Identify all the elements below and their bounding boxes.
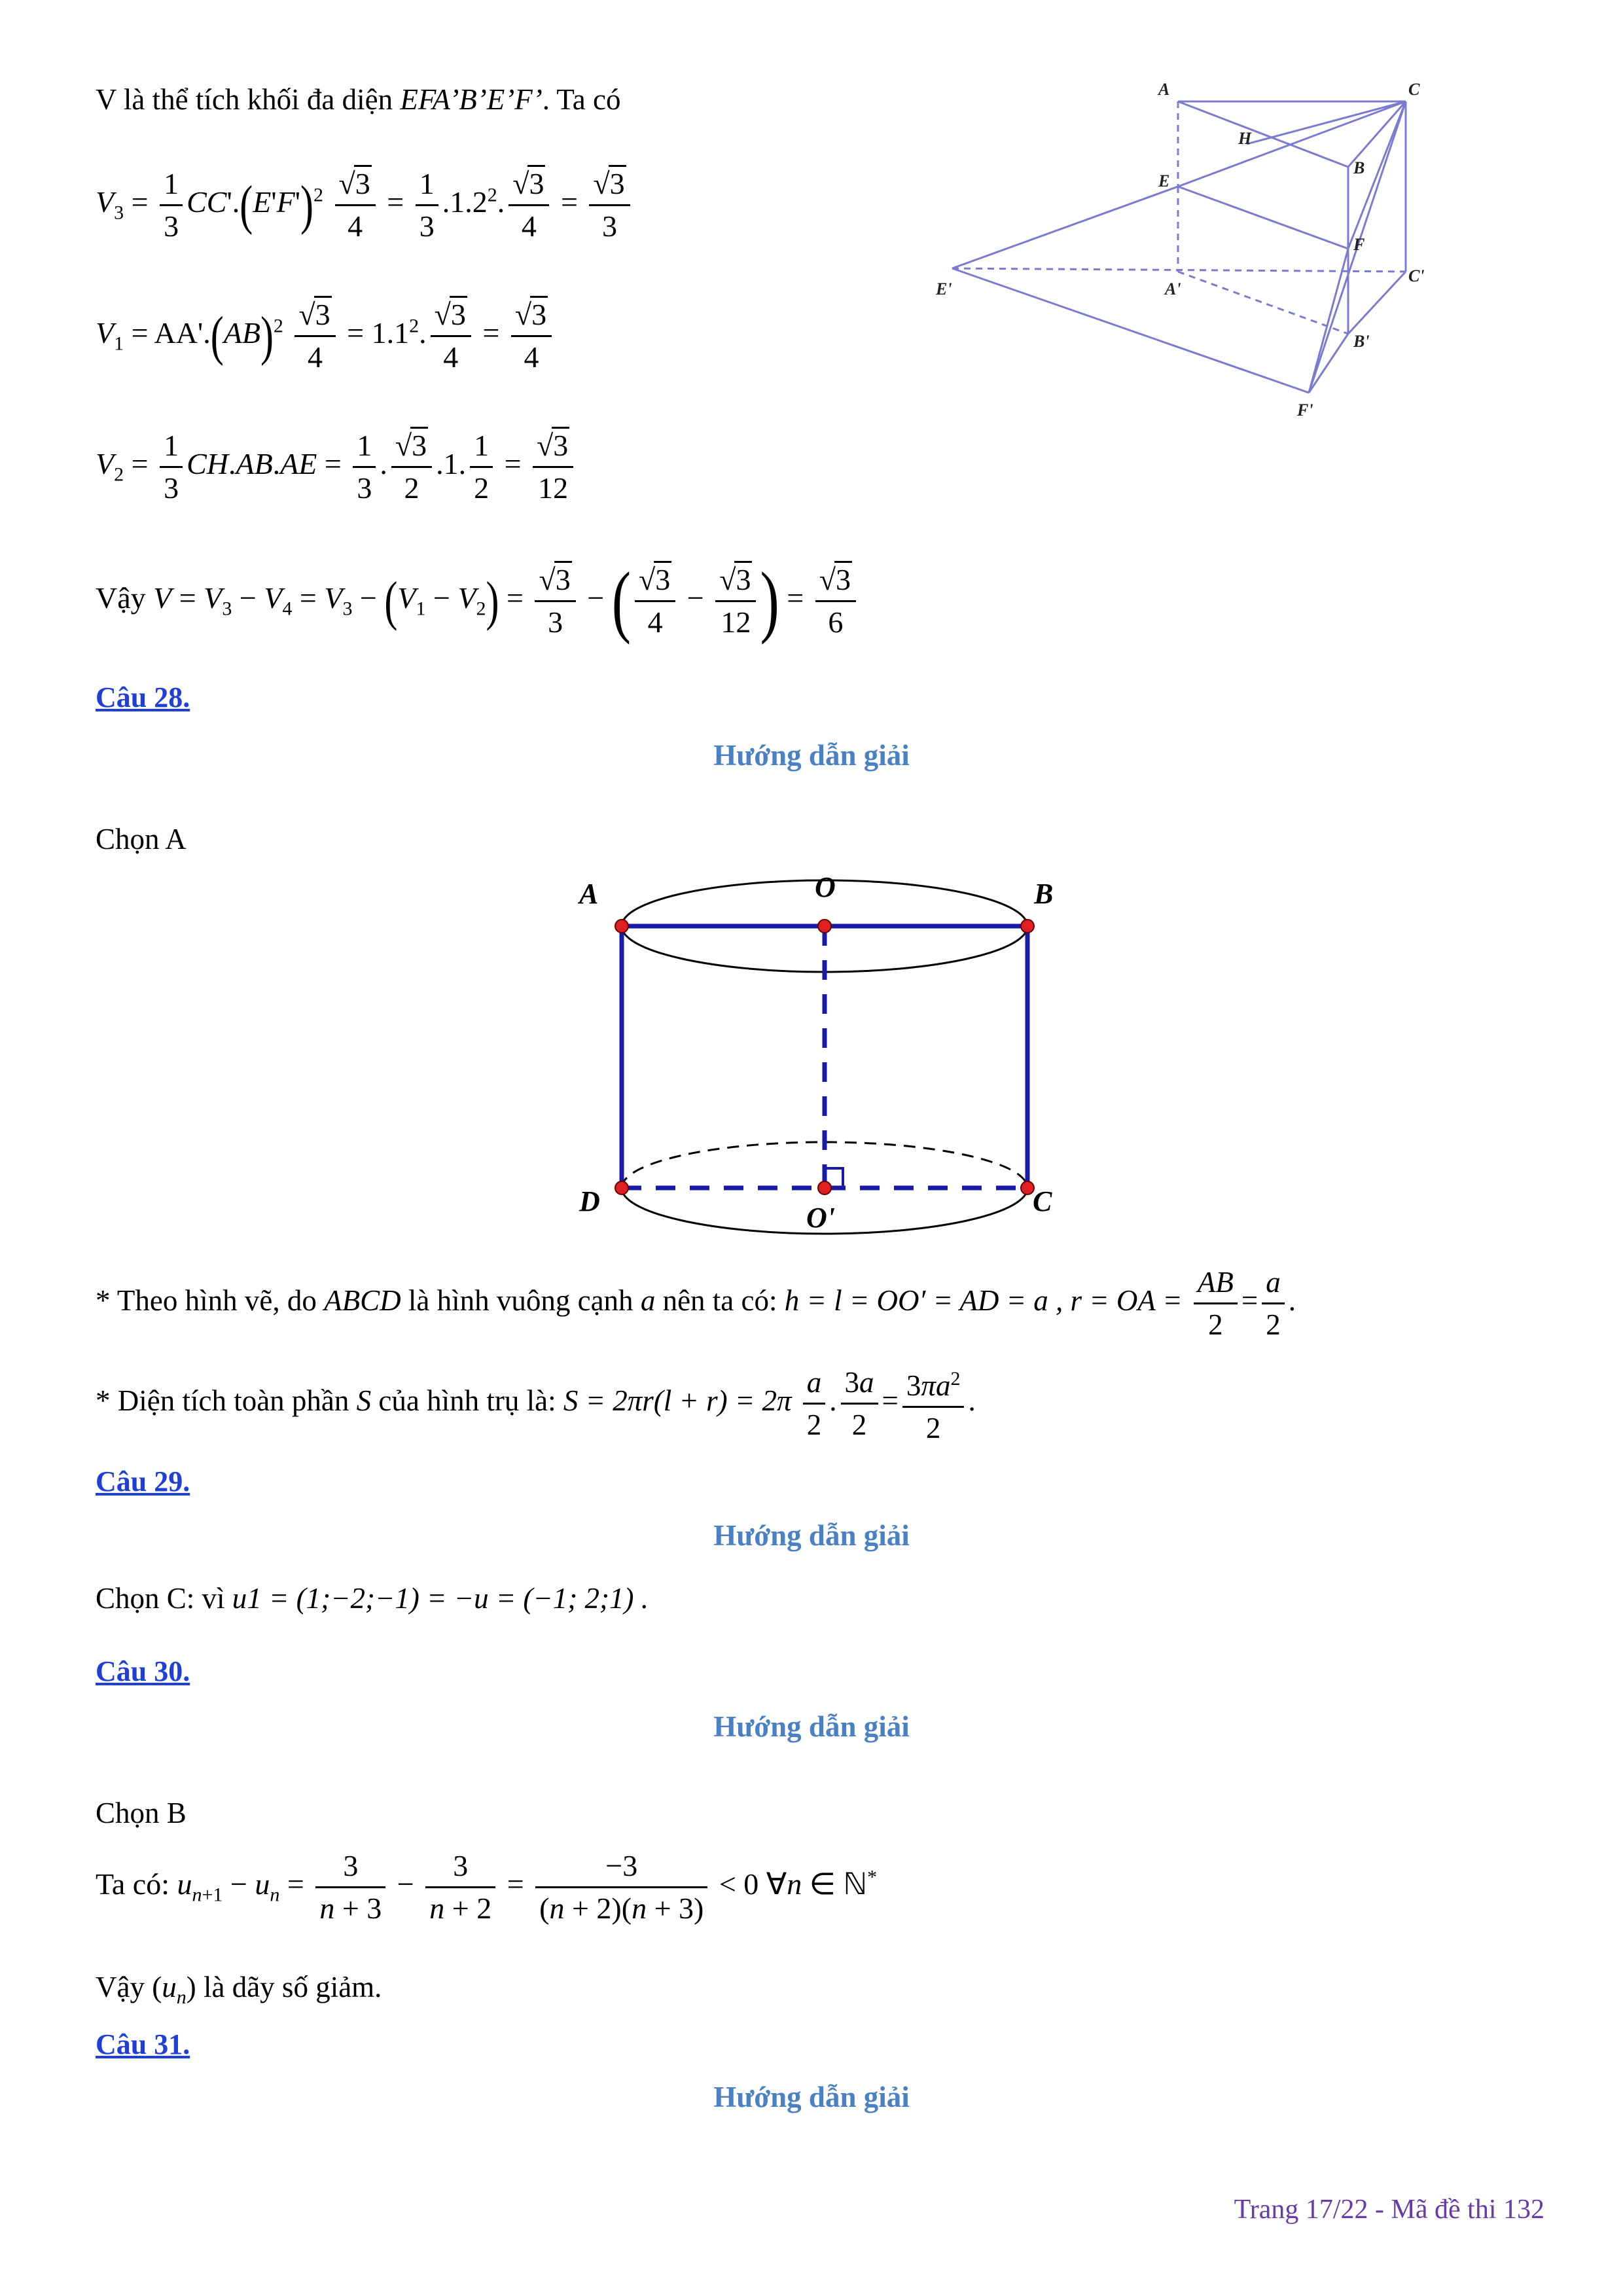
cau30-guide: Hướng dẫn giải [713, 1710, 910, 1743]
line1-shape: ABCD [324, 1283, 401, 1317]
cyl-label-C: C [1033, 1185, 1052, 1217]
prism-figure [936, 79, 1440, 425]
cyl-label-D: D [579, 1185, 600, 1217]
line2-pre: * Diện tích toàn phần [96, 1384, 357, 1417]
line2-formula: S = 2πr(l + r) = 2π [563, 1384, 792, 1417]
cau29-guide: Hướng dẫn giải [713, 1519, 910, 1552]
line2-post: của hình trụ là: [371, 1384, 563, 1417]
formula-v2: $V_2$ = $\frac{1}{3}$ CH.AB.AE = $\frac{1}{3}$ . $\frac{√3}{2}$ .1. $\frac{1}{2}$ = $\frac{√3}{12}$ [96, 425, 577, 509]
formula-v1: $V_1 = AA'.(AB)^2$ $\frac{√3}{4}$ = $1.1^2$. $\frac{√3}{4}$ = $\frac{√3}{4}$ [96, 295, 556, 378]
cau28-choice: Chọn A [96, 823, 187, 855]
vay-label: Vậy [96, 581, 146, 615]
line1-post: nên ta có: [655, 1283, 785, 1317]
intro-line [96, 82, 620, 117]
cau29-formula: u1 = (1;−2;−1) = −u = (−1; 2;1) . [232, 1582, 649, 1615]
cau31-title[interactable]: Câu 31. [96, 2028, 190, 2060]
label-B: B [1353, 158, 1365, 177]
cau29-choice [96, 1581, 649, 1615]
label-A: A [1158, 80, 1170, 99]
formula-vay: Vậy $V = V_3 - V_4 = V_3 - (V_1 - V_2)$ = $\frac{√3}{3}$ − ( $\frac{√3}{4}$ − $\frac{√3}{12}$ ) = $\frac{√3}{6}$ [96, 560, 860, 643]
cau30-formula: Ta có: $u_{n+1} - u_n$ = $\frac{3}{n + 3}$ − $\frac{3}{n + 2}$ = $\frac{-3}{(n + 2)(n + 3)}$ < 0 ∀n ∈ ℕ* [96, 1846, 877, 1929]
cau29-title[interactable]: Câu 29. [96, 1465, 190, 1498]
cylinder-figure [563, 864, 1060, 1250]
point-B [1021, 920, 1034, 933]
line1-a: a [640, 1283, 656, 1317]
line1-pre: * Theo hình vẽ, do [96, 1283, 325, 1317]
cau30-taco: Ta có: [96, 1867, 170, 1901]
solid-name: EFA’B’E’F’ [400, 83, 543, 116]
point-O [818, 920, 831, 933]
label-B-prime: B' [1353, 332, 1370, 351]
page-footer: Trang 17/22 - Mã đề thi 132 [1234, 2195, 1544, 2225]
cau28-line2: * Diện tích toàn phần S của hình trụ là: S = 2πr(l + r) = 2π $\frac{a}{2}$ . $\frac{3a}{2}$ = $\frac{3\pi a^2}{2}$ . [96, 1359, 976, 1448]
line1-formula: h = l = OO′ = AD = a , r = OA = [784, 1283, 1183, 1317]
cyl-label-O: O [815, 871, 836, 903]
point-D [615, 1181, 628, 1194]
cau29-choice-pre: Chọn C: vì [96, 1582, 232, 1615]
cau30-choice: Chọn B [96, 1797, 187, 1829]
cau30-conclusion-pre: Vậy [96, 1971, 152, 2003]
point-A [615, 920, 628, 933]
label-H: H [1238, 129, 1252, 148]
label-C-prime: C' [1408, 266, 1425, 285]
label-A-prime: A' [1165, 279, 1181, 298]
point-O-prime [818, 1181, 831, 1194]
intro-post: . Ta có [542, 83, 621, 116]
label-F-prime: F' [1297, 401, 1313, 420]
cau28-guide: Hướng dẫn giải [713, 739, 910, 772]
cyl-label-B: B [1034, 878, 1054, 910]
intro-text: V là thể tích khối đa diện [96, 83, 401, 116]
cau31-guide: Hướng dẫn giải [713, 2081, 910, 2113]
cyl-label-O-prime: O' [806, 1202, 835, 1234]
cau30-conclusion: Vậy $(u_n)$ là dãy số giảm. [96, 1971, 382, 2008]
cau30-title[interactable]: Câu 30. [96, 1655, 190, 1687]
label-F: F [1353, 235, 1365, 254]
cau30-conclusion-post: là dãy số giảm. [196, 1971, 382, 2003]
cau28-line1: * Theo hình vẽ, do ABCD là hình vuông cạnh a nên ta có: h = l = OO′ = AD = a , r = OA = $\frac{AB}{2}$ = $\frac{a}{2}$ . [96, 1262, 1296, 1345]
cyl-label-A: A [579, 878, 599, 910]
point-C [1021, 1181, 1034, 1194]
line2-s: S [356, 1384, 372, 1417]
formula-v3: $V_3$ = $\frac{1}{3}$ $CC'.(E'F')^2$ $\frac{√3}{4}$ = $\frac{1}{3}$ .1.2$^2$. $\frac{√3}{4}$ = $\frac{√3}{3}$ [96, 164, 634, 247]
cau28-title[interactable]: Câu 28. [96, 681, 190, 713]
line1-mid: là hình vuông cạnh [401, 1283, 641, 1317]
label-C: C [1408, 80, 1420, 99]
label-E-prime: E' [936, 279, 952, 298]
label-E: E [1158, 171, 1170, 190]
